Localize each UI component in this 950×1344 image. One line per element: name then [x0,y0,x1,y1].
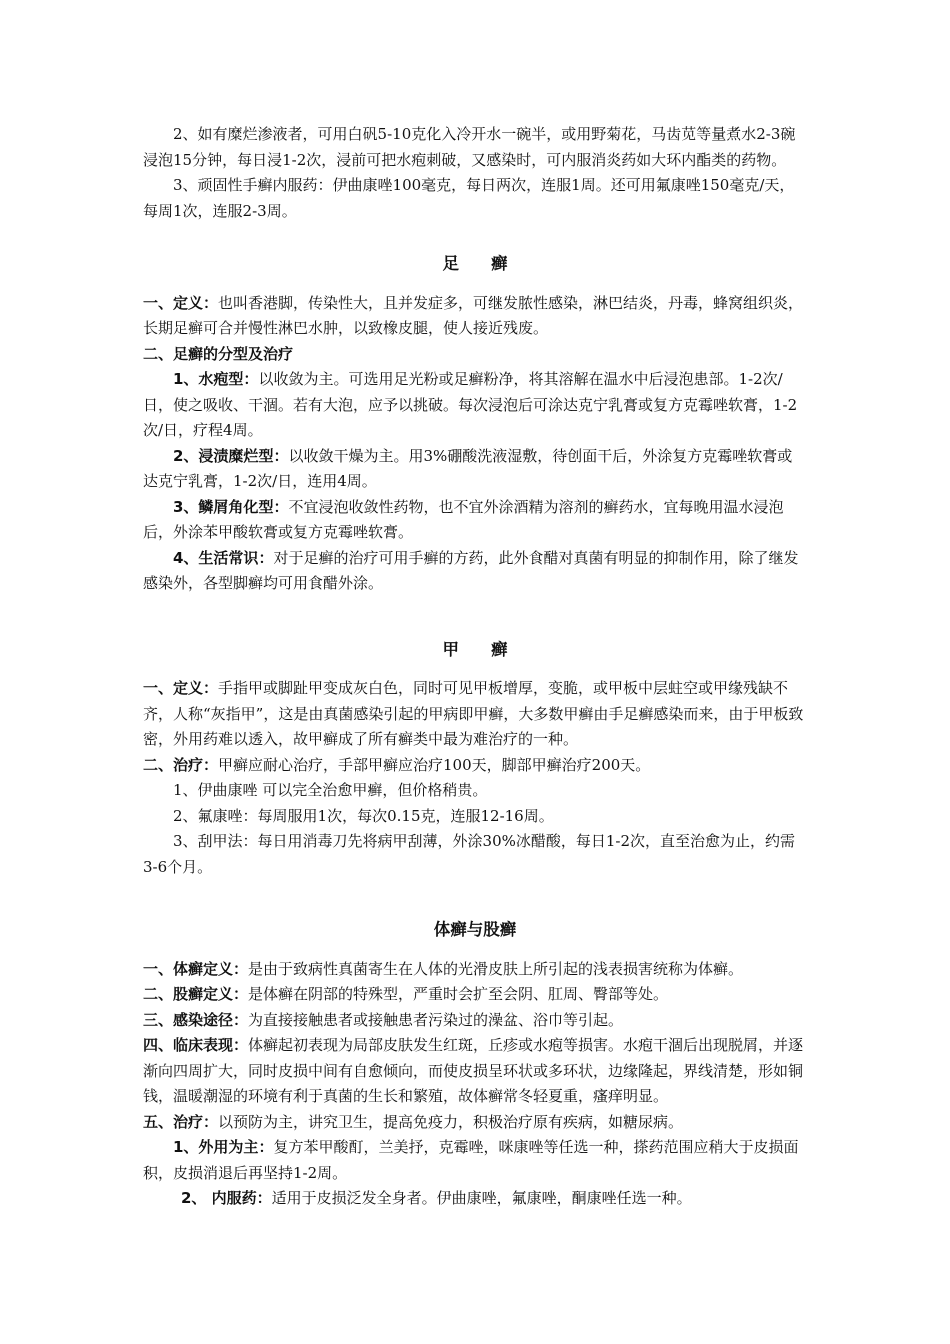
paragraph-hand-item-3: 3、顽固性手癣内服药：伊曲康唑100毫克，每日两次，连服1周。还可用氟康唑150毫克/天，每周1次，连服2-3周。 [143,176,795,220]
nail-definition [143,676,807,753]
body-row-4 [143,1033,807,1110]
body-row-text: 是由于致病性真菌寄生在人体的光滑皮肤上所引起的浅表损害统称为体癣。 [248,959,744,978]
foot-types-heading: 二、足癣的分型及治疗 [143,344,294,363]
nail-item-3: 3、刮甲法：每日用消毒刀先将病甲刮薄，外涂30%冰醋酸，每日1-2次，直至治愈为止，约需3-6个月。 [143,832,796,876]
body-row-label: 三、感染途径： [143,1010,249,1029]
foot-item-text: 对于足癣的治疗可用手癣的方药，此外食醋对真菌有明显的抑制作用，除了继发感染外，各型脚癣均可用食醋外涂。 [143,548,799,592]
body-item-text: 复方苯甲酸酊，兰美抒，克霉唑，咪康唑等任选一种，搽药范围应稍大于皮损面积，皮损消退后再坚持1-2周。 [143,1138,799,1182]
foot-item-label: 4、生活常识： [173,548,274,567]
nail-definition-text: 手指甲或脚趾甲变成灰白色，同时可见甲板增厚，变脆，或甲板中层蛀空或甲缘残缺不齐，人称“灰指甲”，这是由真菌感染引起的甲病即甲癣，大多数甲癣由手足癣感染而来，由于甲板致密，外用药难以透入，故甲癣成了所有癣类中最为难治疗的一种。 [143,679,804,748]
nail-item-2: 2、氟康唑：每周服用1次，每次0.15克，连服12-16周。 [173,806,554,825]
foot-item-label: 3、鳞屑角化型： [173,497,289,516]
nail-treatment [143,753,807,779]
nail-treatment-label: 二、治疗： [143,755,219,774]
foot-item-text: 以收敛为主。可选用足光粉或足癣粉净，将其溶解在温水中后浸泡患部。1-2次/日，使之吸收、干涸。若有大泡，应予以挑破。每次浸泡后可涂达克宁乳膏或复方克霉唑软膏，1-2次/日，疗程4周。 [143,370,798,439]
foot-item-2 [143,444,807,495]
body-row-label: 四、临床表现： [143,1036,249,1054]
foot-definition-text: 也叫香港脚，传染性大，且并发症多，可继发脓性感染，淋巴结炎，丹毒，蜂窝组织炎，长期足癣可合并慢性淋巴水肿，以致橡皮腿，使人接近残废。 [143,293,804,337]
body-item-1 [143,1135,807,1186]
section-title-nail: 甲癣 [442,639,540,659]
body-row-text: 以预防为主，讲究卫生，提高免疫力，积极治疗原有疾病，如糖尿病。 [218,1112,684,1131]
body-row-label: 二、股癣定义： [143,985,249,1003]
foot-item-text: 以收敛干燥为主。用3%硼酸洗液湿敷，待创面干后，外涂复方克霉唑软膏或达克宁乳膏，1-2次/日，连用4周。 [143,446,793,490]
foot-item-label: 1、水疱型： [173,370,259,388]
foot-definition [143,291,807,342]
foot-item-3 [143,495,807,546]
body-row-text: 是体癣在阴部的特殊型，严重时会扩至会阴、肛周、臀部等处。 [248,985,669,1003]
body-row-label: 一、体癣定义： [143,959,249,978]
body-item-label: 2、 内服药： [181,1189,272,1207]
paragraph-hand-item-2: 2、如有糜烂渗液者，可用白矾5-10克化入冷开水一碗半，或用野菊花，马齿苋等量煮水2-3碗浸泡15分钟，每日浸1-2次，浸前可把水疱刺破，又感染时，可内服消炎药如大环内酯类的药物。 [143,125,796,169]
foot-item-text: 不宜浸泡收敛性药物，也不宜外涂酒精为溶剂的癣药水，宜每晚用温水浸泡后，外涂苯甲酸软膏或复方克霉唑软膏。 [143,497,784,541]
body-item-label: 1、外用为主： [173,1138,274,1156]
body-row-3 [143,1008,807,1034]
foot-item-4 [143,546,807,597]
document-content [143,122,807,1212]
body-row-2 [143,982,807,1008]
body-row-label: 五、治疗： [143,1112,219,1131]
body-item-2 [143,1186,807,1212]
body-row-1 [143,957,807,983]
section-title-body-groin: 体癣与股癣 [433,920,517,939]
body-row-5 [143,1110,807,1136]
foot-item-label: 2、浸渍糜烂型： [173,446,289,465]
nail-item-1: 1、伊曲康唑 可以完全治愈甲癣，但价格稍贵。 [173,781,488,799]
foot-definition-label: 一、定义： [143,293,219,312]
nail-definition-label: 一、定义： [143,679,219,697]
nail-treatment-text: 甲癣应耐心治疗，手部甲癣应治疗100天，脚部甲癣治疗200天。 [218,755,651,774]
body-item-text: 适用于皮损泛发全身者。伊曲康唑，氟康唑，酮康唑任选一种。 [271,1189,692,1207]
body-row-text: 为直接接触患者或接触患者污染过的澡盆、浴巾等引起。 [248,1010,624,1029]
body-row-text: 体癣起初表现为局部皮肤发生红斑，丘疹或水疱等损害。水疱干涸后出现脱屑，并逐渐向四周扩大，同时皮损中间有自愈倾向，而使皮损呈环状或多环状，边缘隆起，界线清楚，形如铜钱，温暖潮湿的环境有利于真菌的生长和繁殖，故体癣常冬轻夏重，瘙痒明显。 [143,1036,804,1105]
section-title-foot: 足癣 [442,254,540,273]
foot-item-1 [143,367,807,444]
